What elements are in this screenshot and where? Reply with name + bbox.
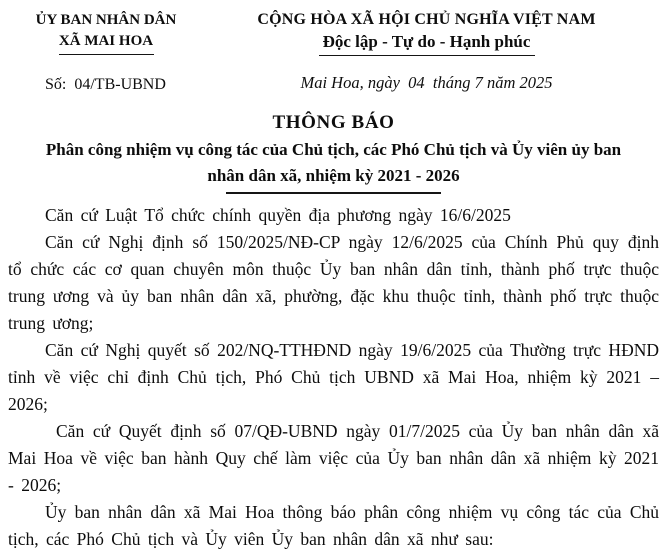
issuer-name-line1: ỦY BAN NHÂN DÂN: [35, 12, 177, 28]
legal-basis-paragraph-3: Căn cứ Nghị quyết số 202/NQ-TTHĐND ngày 19/6/2025 của Thường trực HĐND tỉnh về việc chỉ định Chủ tịch, Phó Chủ tịch UBND xã Mai Hoa, nhiệm kỳ 2021 – 2026;: [8, 340, 659, 414]
title-block: [0, 111, 667, 194]
doc-type-heading: THÔNG BÁO: [272, 112, 395, 133]
issuer-block: [0, 10, 212, 96]
legal-basis-paragraph-2: Căn cứ Nghị định số 150/2025/NĐ-CP ngày 12/6/2025 của Chính Phủ quy định tổ chức các cơ quan chuyên môn thuộc Ủy ban nhân dân tỉnh, thành phố trực thuộc trung ương và ủy ban nhân dân xã, phường, đặc khu thuộc tỉnh, thành phố trực thuộc trung ương;: [8, 232, 659, 333]
issuer-name-line2: XÃ MAI HOA: [58, 33, 154, 49]
national-name: CỘNG HÒA XÃ HỘI CHỦ NGHĨA VIỆT NAM: [257, 11, 596, 28]
legal-basis-paragraph-4: Căn cứ Quyết định số 07/QĐ-UBND ngày 01/7/2025 của Ủy ban nhân dân xã Mai Hoa về việc ban hành Quy chế làm việc của Ủy ban nhân dân xã nhiệm kỳ 2021 - 2026;: [8, 421, 659, 495]
national-header-block: [212, 10, 667, 96]
document-body: [0, 194, 667, 553]
place-date-line: Mai Hoa, ngày 04 tháng 7 năm 2025: [300, 73, 553, 92]
document-number: Số: 04/TB-UBND: [45, 76, 166, 93]
legal-basis-paragraph-1: Căn cứ Luật Tổ chức chính quyền địa phương ngày 16/6/2025: [45, 205, 511, 225]
issuer-underline: [59, 54, 154, 55]
clipped-next-paragraph: Ủy ban nhân dân xã Mai Hoa thông báo phân công nhiệm vụ công tác của Chủ tịch, các Phó Chủ tịch và Ủy viên Ủy ban nhân dân xã như sau:: [8, 502, 659, 549]
national-motto: Độc lập - Tự do - Hạnh phúc: [322, 32, 531, 51]
doc-subject: Phân công nhiệm vụ công tác của Chủ tịch, các Phó Chủ tịch và Ủy viên ủy ban nhân dân xã, nhiệm kỳ 2021 - 2026: [45, 140, 622, 185]
motto-underline: [319, 55, 535, 56]
document-header: [0, 0, 667, 96]
